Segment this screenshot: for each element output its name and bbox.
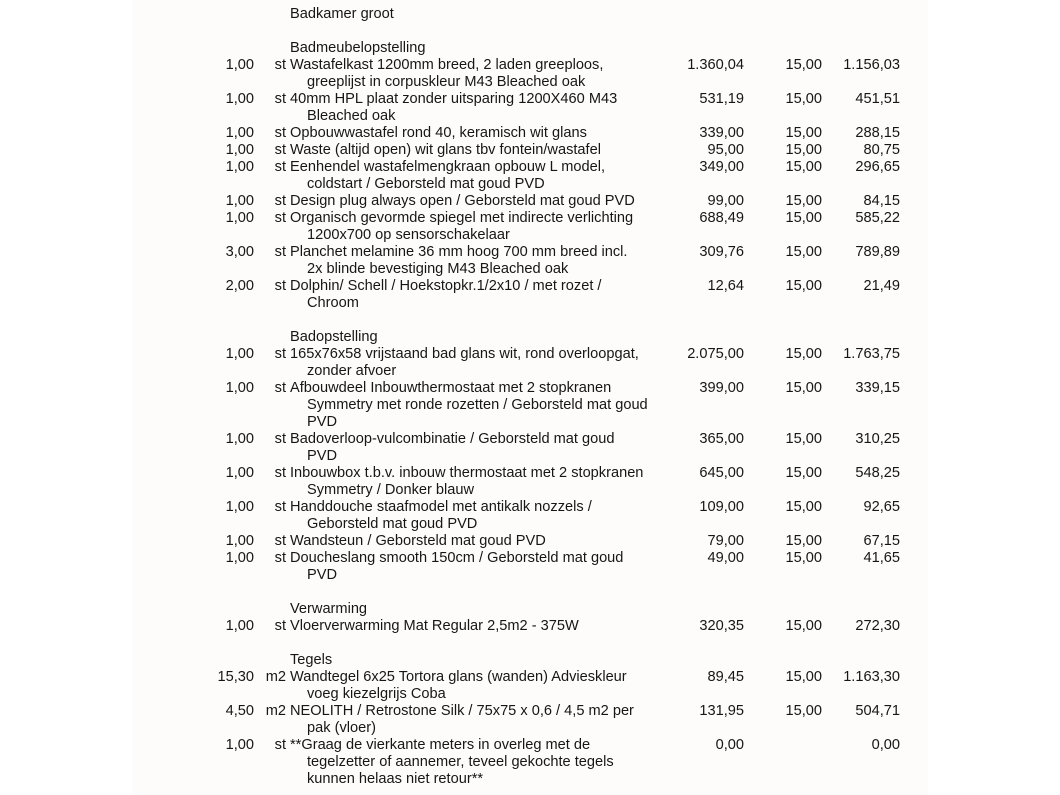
description [286,431,668,465]
line-item-row [132,533,928,550]
discount-percent: 15,00 [785,550,822,566]
description [286,244,668,278]
description-line: pak (vloer) [307,720,376,736]
section-title: Verwarming [290,601,368,617]
unit-price: 109,00 [699,499,744,515]
unit-price: 531,19 [699,91,744,107]
description-line: NEOLITH / Retrostone Silk / 75x75 x 0,6 / 4,5 m2 per [290,703,634,719]
section [132,601,928,635]
line-total: 1.763,75 [843,346,900,362]
unit-price: 339,00 [699,125,744,141]
description-line: 2x blinde bevestiging M43 Bleached oak [307,261,569,277]
description-line: Waste (altijd open) wit glans tbv fontein/wastafel [290,142,601,158]
line-item-row [132,142,928,159]
description-line: Wandsteun / Geborsteld mat goud PVD [290,533,546,549]
line-item-row [132,278,928,312]
description [286,125,668,142]
quantity: 2,00 [225,278,254,294]
line-total: 84,15 [863,193,900,209]
unit: st [274,278,286,294]
line-total: 296,65 [855,159,900,175]
quantity: 1,00 [225,91,254,107]
description [286,533,668,550]
unit-price: 1.360,04 [687,57,744,73]
description-line: PVD [307,448,338,464]
description-line: kunnen helaas niet retour** [307,771,484,787]
quotation-document [132,6,928,788]
quantity: 1,00 [225,550,254,566]
discount-percent: 15,00 [785,533,822,549]
quantity: 3,00 [225,244,254,260]
line-total: 1.163,30 [843,669,900,685]
discount-percent: 15,00 [785,159,822,175]
description-line: zonder afvoer [307,363,397,379]
quantity: 1,00 [225,737,254,753]
quantity: 1,00 [225,618,254,634]
quantity: 1,00 [225,210,254,226]
discount-percent: 15,00 [785,125,822,141]
discount-percent: 15,00 [785,669,822,685]
quantity: 1,00 [225,159,254,175]
unit: st [274,380,286,396]
unit-price: 49,00 [707,550,744,566]
description-line: **Graag de vierkante meters in overleg met de [290,737,591,753]
description [286,499,668,533]
line-item-row [132,244,928,278]
line-total: 504,71 [855,703,900,719]
unit: st [274,499,286,515]
description-line: Vloerverwarming Mat Regular 2,5m2 - 375W [290,618,579,634]
line-item-row [132,550,928,584]
discount-percent: 15,00 [785,499,822,515]
line-item-row [132,346,928,380]
unit-price: 79,00 [707,533,744,549]
section [132,329,928,584]
line-item-row [132,499,928,533]
section-title: Badopstelling [290,329,378,345]
line-total: 339,15 [855,380,900,396]
line-total: 789,89 [855,244,900,260]
unit: st [274,737,286,753]
description-line: tegelzetter of aannemer, teveel gekochte tegels [307,754,614,770]
section [132,652,928,788]
section [132,40,928,312]
unit-price: 12,64 [707,278,744,294]
discount-percent: 15,00 [785,346,822,362]
description-line: Handdouche staafmodel met antikalk nozzels / [290,499,592,515]
description-line: Wandtegel 6x25 Tortora glans (wanden) Advieskleur [290,669,627,685]
quantity: 1,00 [225,57,254,73]
document-title: Badkamer groot [290,6,394,22]
quantity: 1,00 [225,499,254,515]
unit-price: 399,00 [699,380,744,396]
description [286,669,668,703]
section-title: Tegels [290,652,333,668]
quantity: 1,00 [225,346,254,362]
description-line: Inbouwbox t.b.v. inbouw thermostaat met 2 stopkranen [290,465,644,481]
line-total: 288,15 [855,125,900,141]
description-line: Badoverloop-vulcombinatie / Geborsteld mat goud [290,431,615,447]
description-line: Opbouwwastafel rond 40, keramisch wit glans [290,125,587,141]
description-line: Symmetry / Donker blauw [307,482,475,498]
unit-price: 0,00 [715,737,744,753]
line-item-row [132,91,928,125]
description-line: Dolphin/ Schell / Hoekstopkr.1/2x10 / met rozet / [290,278,602,294]
unit-price: 2.075,00 [687,346,744,362]
quantity: 1,00 [225,125,254,141]
document-page [132,0,928,795]
description [286,210,668,244]
unit-price: 320,35 [699,618,744,634]
description-line: Chroom [307,295,359,311]
discount-percent: 15,00 [785,380,822,396]
line-item-row [132,159,928,193]
description-line: Organisch gevormde spiegel met indirecte verlichting [290,210,634,226]
unit-price: 99,00 [707,193,744,209]
unit: st [274,244,286,260]
line-item-row [132,431,928,465]
line-item-row [132,618,928,635]
description-line: Eenhendel wastafelmengkraan opbouw L model, [290,159,606,175]
description-line: Design plug always open / Geborsteld mat goud PVD [290,193,635,209]
description-line: PVD [307,414,338,430]
line-total: 310,25 [855,431,900,447]
unit: m2 [265,703,286,719]
quantity: 15,30 [217,669,254,685]
line-item-row [132,125,928,142]
line-item-row [132,703,928,737]
line-total: 0,00 [871,737,900,753]
line-item-row [132,380,928,431]
line-total: 451,51 [855,91,900,107]
line-item-row [132,57,928,91]
unit: st [274,159,286,175]
discount-percent: 15,00 [785,703,822,719]
description-line: greeplijst in corpuskleur M43 Bleached oak [307,74,586,90]
line-item-row [132,193,928,210]
description-line: Geborsteld mat goud PVD [307,516,478,532]
discount-percent: 15,00 [785,57,822,73]
unit-price: 349,00 [699,159,744,175]
line-total: 1.156,03 [843,57,900,73]
description-line: Bleached oak [307,108,396,124]
discount-percent: 15,00 [785,465,822,481]
description [286,142,668,159]
description [286,159,668,193]
description-line: Planchet melamine 36 mm hoog 700 mm breed incl. [290,244,628,260]
line-item-row [132,465,928,499]
unit-price: 95,00 [707,142,744,158]
line-item-row [132,210,928,244]
unit-price: 688,49 [699,210,744,226]
description-line: 40mm HPL plaat zonder uitsparing 1200X460 M43 [290,91,618,107]
description-line: voeg kiezelgrijs Coba [307,686,446,702]
description-line: Symmetry met ronde rozetten / Geborsteld mat goud [307,397,648,413]
unit-price: 365,00 [699,431,744,447]
unit: st [274,125,286,141]
description [286,380,668,431]
unit: st [274,533,286,549]
line-total: 80,75 [863,142,900,158]
discount-percent: 15,00 [785,244,822,260]
discount-percent: 15,00 [785,91,822,107]
unit: st [274,142,286,158]
quantity: 1,00 [225,431,254,447]
discount-percent: 15,00 [785,431,822,447]
description [286,193,668,210]
description [286,737,668,788]
line-total: 41,65 [863,550,900,566]
unit: st [274,346,286,362]
unit: st [274,465,286,481]
discount-percent: 15,00 [785,210,822,226]
description [286,91,668,125]
unit-price: 645,00 [699,465,744,481]
description [286,550,668,584]
unit: st [274,57,286,73]
line-total: 548,25 [855,465,900,481]
discount-percent: 15,00 [785,193,822,209]
discount-percent: 15,00 [785,618,822,634]
discount-percent: 15,00 [785,278,822,294]
description-line: 1200x700 op sensorschakelaar [307,227,510,243]
line-total: 585,22 [855,210,900,226]
line-total: 21,49 [863,278,900,294]
description [286,278,668,312]
description [286,346,668,380]
description-line: PVD [307,567,338,583]
quantity: 1,00 [225,142,254,158]
description [286,465,668,499]
description-line: 165x76x58 vrijstaand bad glans wit, rond overloopgat, [290,346,639,362]
discount-percent: 15,00 [785,142,822,158]
description-line: coldstart / Geborsteld mat goud PVD [307,176,545,192]
unit-price: 89,45 [707,669,744,685]
unit: m2 [265,669,286,685]
quantity: 1,00 [225,380,254,396]
line-total: 67,15 [863,533,900,549]
line-item-row [132,737,928,788]
quantity: 1,00 [225,193,254,209]
description [286,703,668,737]
quantity: 4,50 [225,703,254,719]
sections-container [132,40,928,788]
description [286,618,668,635]
description [286,57,668,91]
quantity: 1,00 [225,465,254,481]
unit-price: 309,76 [699,244,744,260]
quantity: 1,00 [225,533,254,549]
description-line: Doucheslang smooth 150cm / Geborsteld mat goud [290,550,624,566]
unit: st [274,193,286,209]
description-line: Wastafelkast 1200mm breed, 2 laden greeploos, [290,57,604,73]
unit: st [274,550,286,566]
line-item-row [132,669,928,703]
unit: st [274,431,286,447]
section-title: Badmeubelopstelling [290,40,426,56]
description-line: Afbouwdeel Inbouwthermostaat met 2 stopkranen [290,380,612,396]
line-total: 272,30 [855,618,900,634]
unit: st [274,210,286,226]
unit: st [274,91,286,107]
unit-price: 131,95 [699,703,744,719]
unit: st [274,618,286,634]
line-total: 92,65 [863,499,900,515]
